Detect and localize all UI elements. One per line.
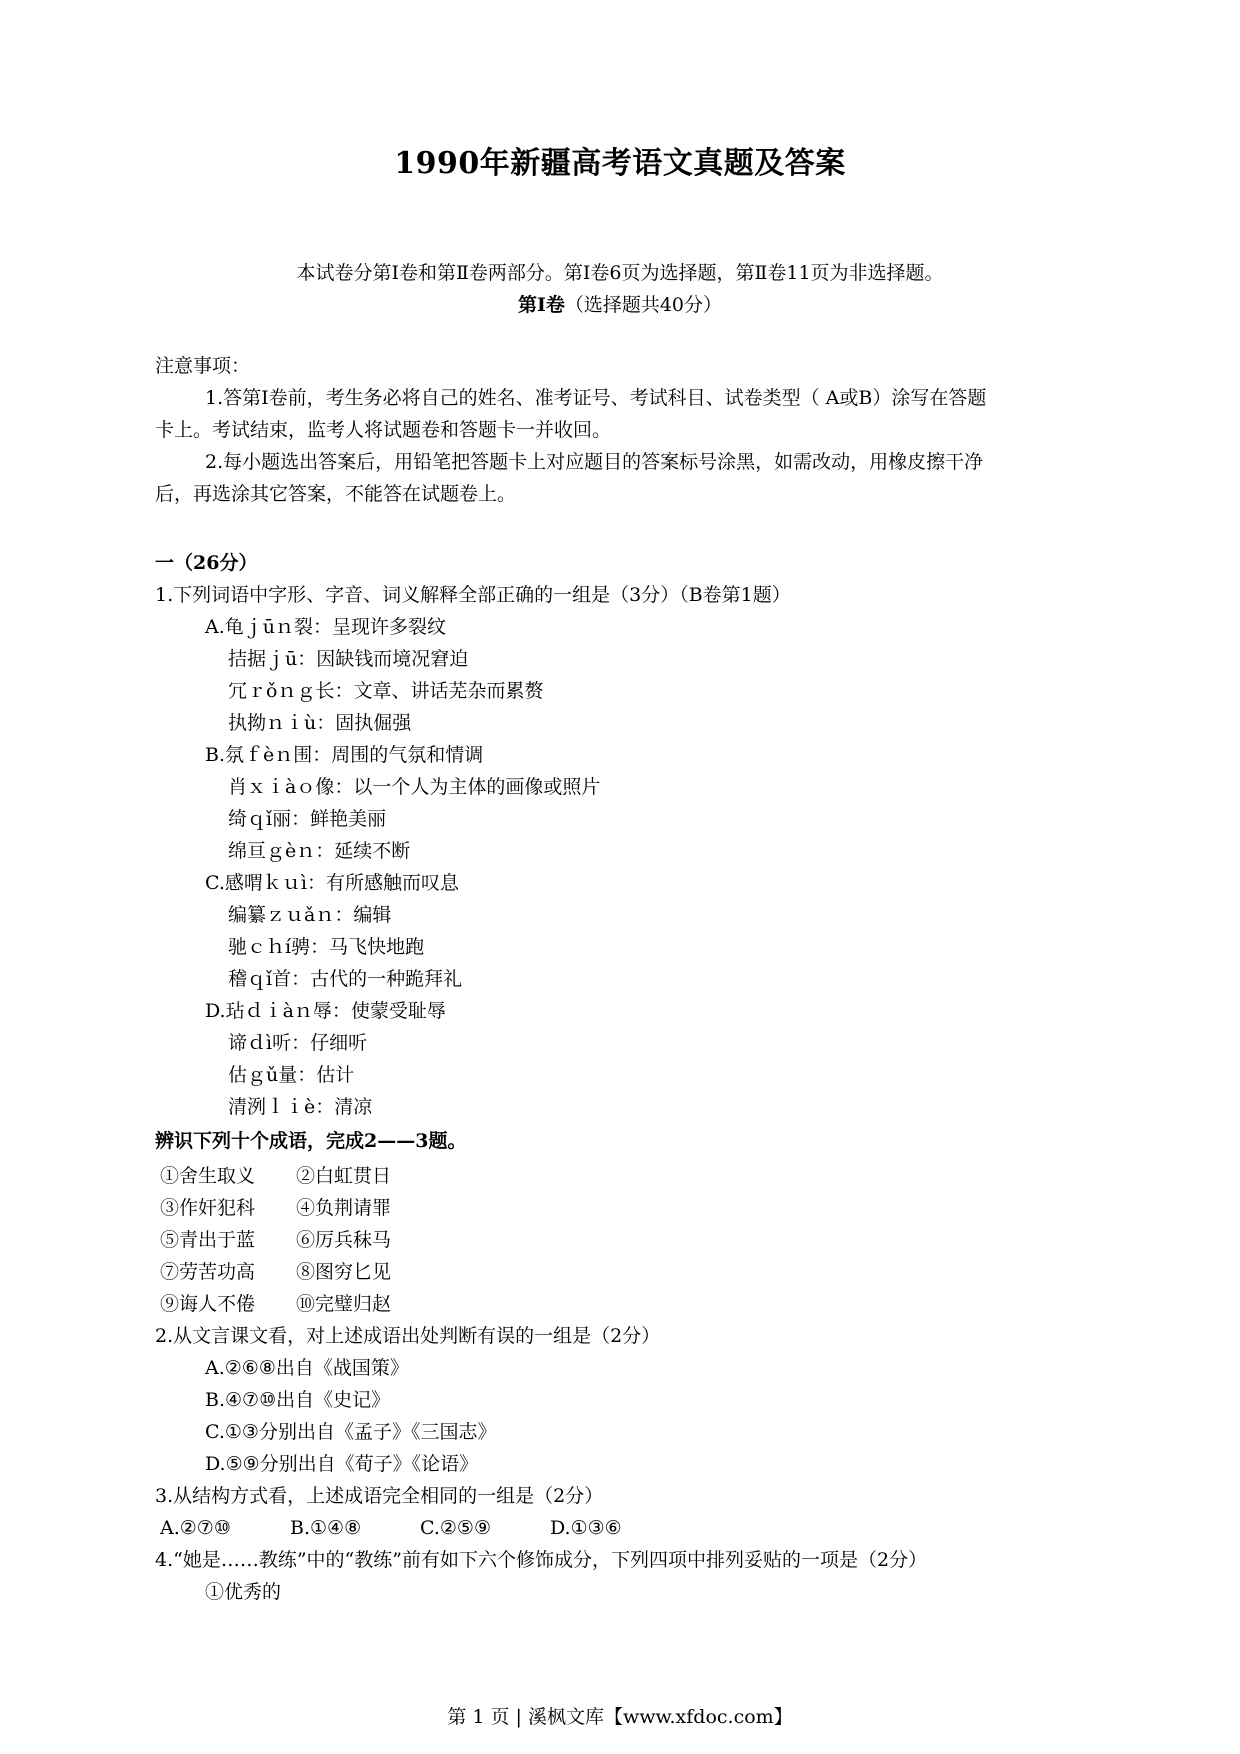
notice-item2-line2: 后，再选涂其它答案，不能答在试题卷上。: [155, 483, 517, 505]
idiom-row: [160, 1224, 391, 1256]
idiom-row: [160, 1160, 391, 1192]
q3-option: D.①③⑥: [550, 1517, 622, 1539]
idiom: ③作奸犯科: [160, 1197, 256, 1219]
q1-line: 估ｇǔ量：估计: [228, 1064, 355, 1086]
idiom: ④负荆请罪: [296, 1197, 392, 1219]
notice-item1-line2: 卡上。考试结束，监考人将试题卷和答题卡一并收回。: [155, 419, 612, 441]
q1-line: 绮ｑǐ丽：鲜艳美丽: [228, 808, 387, 830]
q2-option: B.④⑦⑩出自《史记》: [205, 1389, 391, 1411]
idiom-row: [160, 1256, 391, 1288]
idiom: ⑩完璧归赵: [296, 1293, 392, 1315]
q1-line: 执拗ｎｉù：固执倔强: [228, 712, 412, 734]
q1-line: 肖ｘｉàｏ像：以一个人为主体的画像或照片: [228, 776, 601, 798]
document-title: 1990年新疆高考语文真题及答案: [394, 146, 846, 181]
q2-stem: 2.从文言课文看，对上述成语出处判断有误的一组是（2分）: [155, 1325, 661, 1347]
idiom: ⑥厉兵秣马: [296, 1229, 392, 1251]
q1-stem: 1.下列词语中字形、字音、词义解释全部正确的一组是（3分）（B卷第1题）: [155, 584, 791, 606]
part1-heading: 第Ⅰ卷: [517, 294, 565, 316]
q2-option: A.②⑥⑧出自《战国策》: [205, 1357, 409, 1379]
idiom: ⑤青出于蓝: [160, 1229, 256, 1251]
part1-heading-line: [0, 290, 1240, 317]
q1-line: D.玷ｄｉàｎ辱：使蒙受耻辱: [205, 1000, 446, 1022]
q2-option: D.⑤⑨分别出自《荀子》《论语》: [205, 1453, 479, 1475]
q1-line: 拮据ｊū：因缺钱而境况窘迫: [228, 648, 469, 670]
q3-option: A.②⑦⑩: [160, 1517, 231, 1539]
q1-line: 稽ｑǐ首：古代的一种跪拜礼: [228, 968, 463, 990]
q4-stem: 4.“她是……教练”中的“教练”前有如下六个修饰成分，下列四项中排列妥贴的一项是（2分）: [155, 1549, 928, 1571]
q3-stem: 3.从结构方式看，上述成语完全相同的一组是（2分）: [155, 1485, 604, 1507]
q2-option: C.①③分别出自《孟子》《三国志》: [205, 1421, 497, 1443]
section1-heading: 一（26分）: [155, 552, 258, 574]
q1-line: 冗ｒǒｎｇ长：文章、讲话芜杂而累赘: [228, 680, 544, 702]
idioms-heading: 辨识下列十个成语，完成2——3题。: [155, 1130, 467, 1152]
idiom-row: [160, 1288, 391, 1320]
q1-line: A.龟ｊūｎ裂：呈现许多裂纹: [205, 616, 446, 638]
q1-line: 编纂ｚｕǎｎ：编辑: [228, 904, 392, 926]
idiom-list: [160, 1160, 391, 1320]
intro-text: 本试卷分第Ⅰ卷和第Ⅱ卷两部分。第Ⅰ卷6页为选择题，第Ⅱ卷11页为非选择题。: [296, 262, 944, 284]
q1-line: C.感喟ｋｕì：有所感触而叹息: [205, 872, 459, 894]
q3-option: B.①④⑧: [290, 1517, 362, 1539]
q1-line: 绵亘ｇèｎ：延续不断: [228, 840, 411, 862]
notice-item1-line1: 1.答第Ⅰ卷前，考生务必将自己的姓名、准考证号、考试科目、试卷类型（ A或B）涂写在答题: [205, 387, 987, 409]
idiom: ⑨诲人不倦: [160, 1293, 256, 1315]
idiom: ⑦劳苦功高: [160, 1261, 256, 1283]
notice-label: 注意事项：: [155, 355, 251, 377]
part1-note: （选择题共40分）: [564, 294, 723, 316]
q4-item: ①优秀的: [205, 1581, 282, 1603]
q1-line: 谛ｄì听：仔细听: [228, 1032, 368, 1054]
q3-option: C.②⑤⑨: [420, 1517, 491, 1539]
idiom: ⑧图穷匕见: [296, 1261, 392, 1283]
notice-item2-line1: 2.每小题选出答案后，用铅笔把答题卡上对应题目的答案标号涂黑，如需改动，用橡皮擦干净: [205, 451, 984, 473]
q1-line: 清洌ｌｉè：清凉: [228, 1096, 373, 1118]
q1-line: 驰ｃｈí骋：马飞快地跑: [228, 936, 425, 958]
idiom: ②白虹贯日: [296, 1165, 392, 1187]
page-footer: 第 1 页 | 溪枫文库【www.xfdoc.com】: [447, 1706, 793, 1728]
q1-line: B.氛ｆèｎ围：周围的气氛和情调: [205, 744, 484, 766]
idiom: ①舍生取义: [160, 1165, 256, 1187]
idiom-row: [160, 1192, 391, 1224]
